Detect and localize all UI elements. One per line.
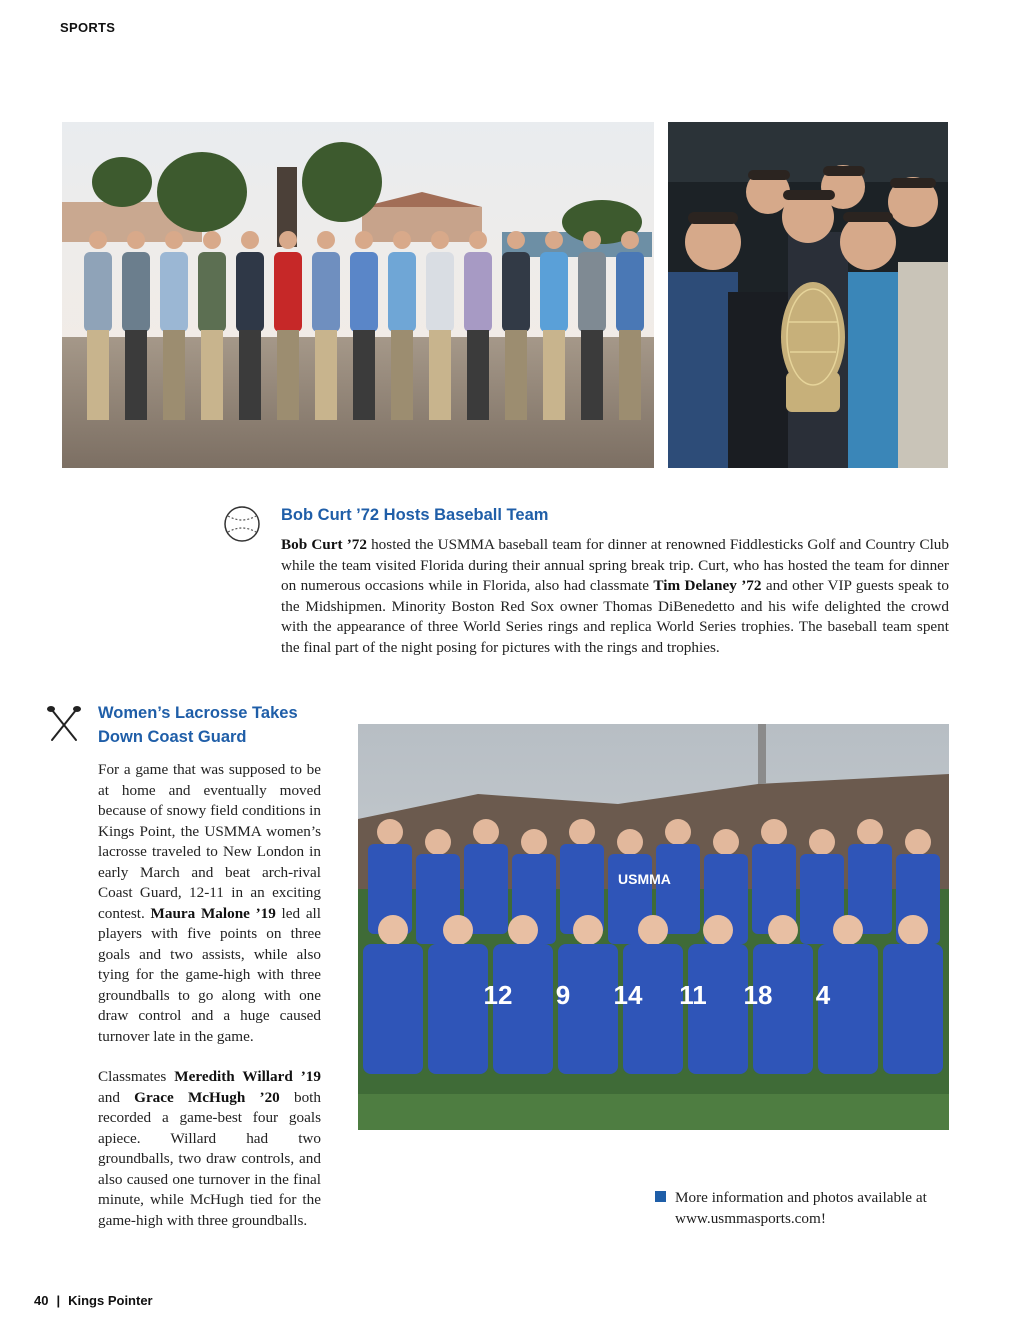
baseball-icon	[222, 504, 262, 544]
bold-name: Maura Malone ’19	[150, 904, 276, 922]
jersey-number: 4	[815, 980, 831, 1010]
page-footer	[34, 1293, 153, 1308]
section-label: SPORTS	[60, 20, 116, 35]
lacrosse-article-body	[98, 760, 321, 1251]
article-text: Classmates	[98, 1068, 175, 1085]
lacrosse-article-headline: Women’s Lacrosse Takes Down Coast Guard	[98, 704, 298, 746]
paragraph	[98, 760, 321, 1047]
publication-name: Kings Pointer	[68, 1293, 153, 1308]
baseball-article-headline: Bob Curt ’72 Hosts Baseball Team	[281, 506, 549, 524]
jersey-brand-text: USMMA	[618, 871, 671, 887]
footer-separator: |	[56, 1293, 61, 1308]
lacrosse-team-photo	[358, 724, 949, 1130]
jersey-number: 11	[679, 980, 707, 1010]
article-text: led all players with five points on three goals and two assists, while also tying for the game-high with three groundballs to go along with one draw control and a huge caused turnover late in the game.	[98, 904, 321, 1045]
jersey-number: 9	[555, 980, 571, 1010]
more-info-note	[655, 1187, 955, 1229]
article-text: and	[98, 1088, 135, 1106]
jersey-number: 14	[613, 980, 643, 1010]
square-bullet-icon	[655, 1191, 666, 1202]
article-text: For a game that was supposed to be at home and eventually moved because of snowy field conditions in Kings Point, the USMMA women’s lacrosse traveled to New London in early March and beat arch-rival Coast Guard, 12-11 in an exciting contest.	[98, 761, 321, 922]
article-text: and other VIP guests speak to the Midshipmen. Minority Boston Red Sox owner Thomas DiBenedetto and his wife delighted the crowd with the appearance of three World Series rings and replica World Series trophies. The baseball team spent the final part of the night posing for pictures with the rings and trophies.	[281, 577, 949, 656]
bold-name: Meredith Willard ’19	[174, 1068, 321, 1085]
article-text: hosted the USMMA baseball team for dinner at renowned Fiddlesticks Golf and Country Club while the team visited Florida during their annual spring break trip. Curt, who has hosted the team for dinner on numerous occasions while in Florida, also had classmate	[281, 536, 949, 594]
lacrosse-sticks-icon	[46, 704, 82, 744]
bold-name: Tim Delaney ’72	[653, 577, 762, 594]
article-text: both recorded a game-best four goals apiece. Willard had two groundballs, two draw controls, and also caused one turnover in the final minute, while McHugh tied for the game-high with three groundballs.	[98, 1088, 321, 1229]
jersey-number: 18	[743, 980, 773, 1010]
more-info-text: More information and photos available at www.usmmasports.com!	[675, 1189, 927, 1227]
page-number: 40	[34, 1293, 49, 1308]
trophy-photo	[668, 122, 948, 468]
bold-name: Grace McHugh ’20	[134, 1088, 280, 1106]
bold-name: Bob Curt ’72	[281, 536, 367, 553]
baseball-article-body	[281, 535, 949, 658]
jersey-number: 12	[483, 980, 513, 1010]
paragraph	[98, 1067, 321, 1231]
baseball-group-photo	[62, 122, 654, 468]
